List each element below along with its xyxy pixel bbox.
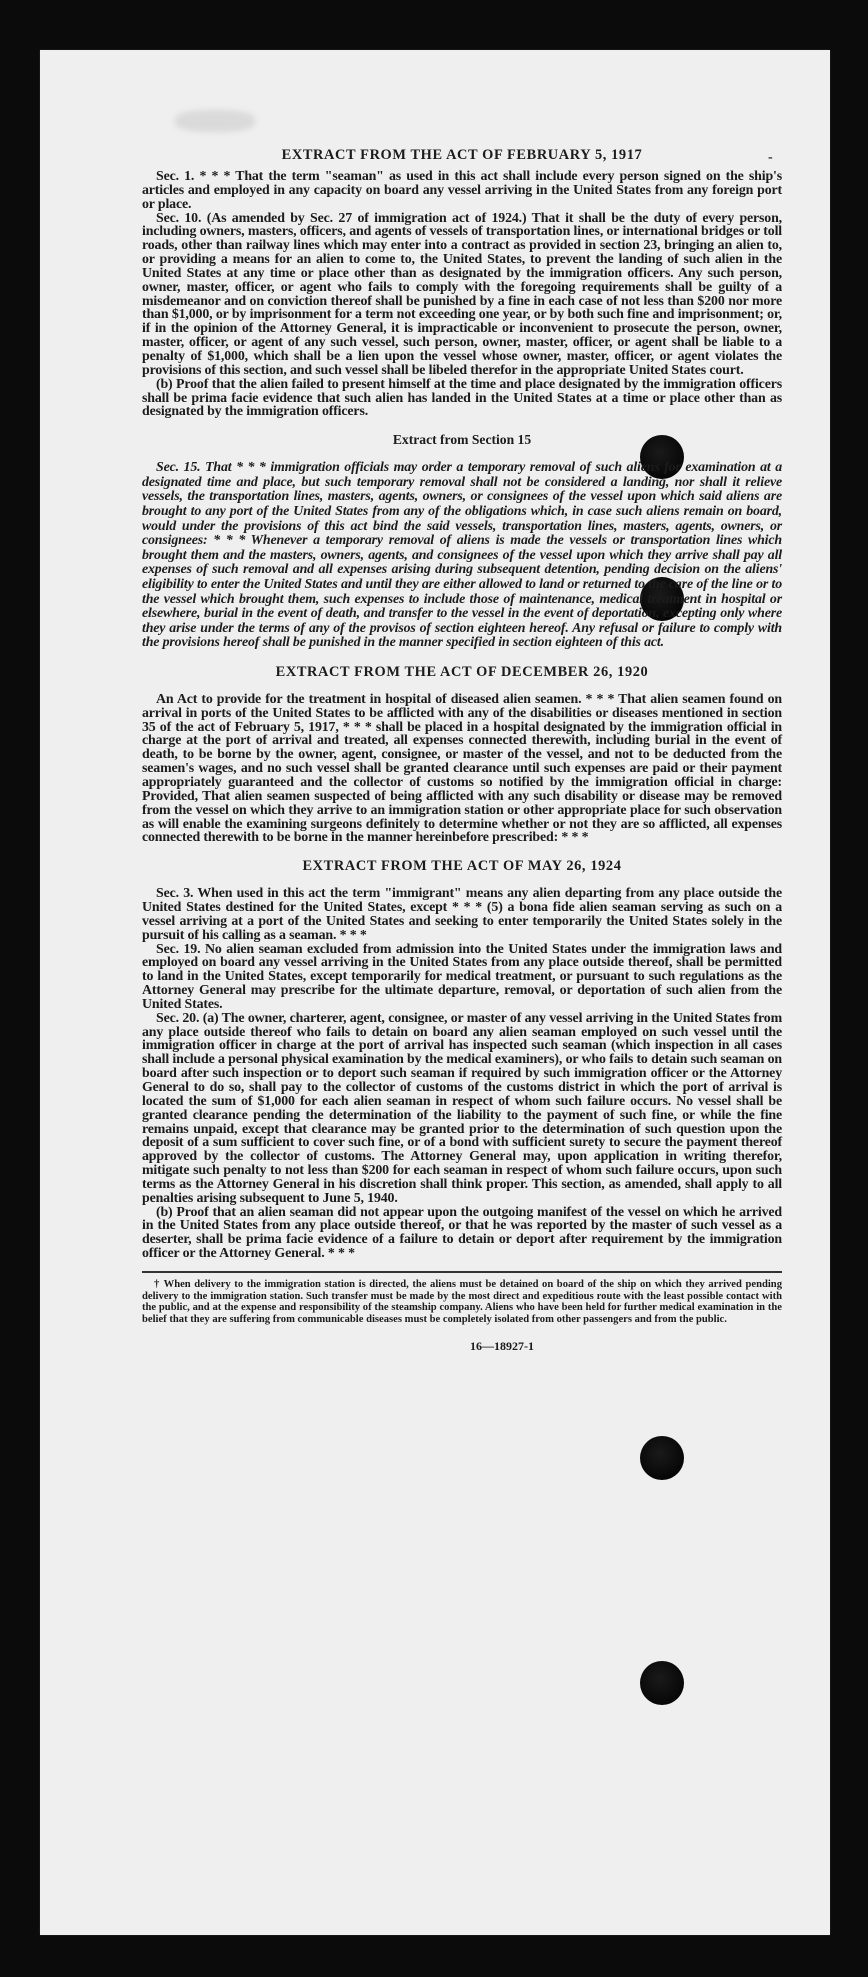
paragraph-act-1920: An Act to provide for the treatment in hospital of diseased alien seamen. * * * That alien seamen found on arrival in ports of the United States to be afflicted with any of the disabilities or diseases mentioned in section 35 of the act of February 5, 1917, * * * shall be placed in a hospital designated by the immigration official in charge at the port of arrival and treated, all expenses connected therewith, including burial in the event of death, to be borne by the owner, agent, consignee, or master of the vessel, and not to be deducted from the seamen's wages, and no such vessel shall be granted clearance until such expenses are paid or their payment appropriately guaranteed and the collector of customs so notified by the immigration official in charge: Provided, That alien seamen suspected of being afflicted with any such disability or disease may be removed from the vessel on which they arrive to an immigration station or other appropriate place for such observation as will enable the examining surgeons definitely to determine whether or not they are so afflicted, all expenses connected therewith to be borne in the manner hereinbefore prescribed: * * * <box>142 691 782 846</box>
heading-act-may-1924: EXTRACT FROM THE ACT OF MAY 26, 1924 <box>302 858 622 875</box>
document-page <box>40 50 830 1935</box>
paragraph-sec-19: Sec. 19. No alien seaman excluded from admission into the United States under the immigration laws and employed on board any vessel arriving in the United States from any place outside thereof, shall be permitted to land in the United States, except temporarily for medical treatment, or pursuant to such regulations as the Attorney General may prescribe for the ultimate departure, removal, or deportation of such alien from the United States. <box>142 941 782 1012</box>
form-number: 16—18927-1 <box>470 1339 534 1354</box>
punch-hole-3 <box>640 1436 684 1480</box>
heading-act-feb-1917: EXTRACT FROM THE ACT OF FEBRUARY 5, 1917 <box>281 147 643 163</box>
paragraph-sec-3: Sec. 3. When used in this act the term "immigrant" means any alien departing from any place outside the United States destined for the United States, except * * * (5) a bona fide alien seaman serving as such on a vessel arriving at a port of the United States and seeking to enter temporarily the United States solely in the pursuit of his calling as a seaman. * * * <box>142 886 782 943</box>
paragraph-sec-20-b: (b) Proof that an alien seaman did not appear upon the outgoing manifest of the vessel on which he arrived in the United States from any place outside thereof, or that he was reported by the master of such vessel as a deserter, shall be prima facie evidence of a failure to detain or deport after requirement by the immigration officer or the Attorney General. * * * <box>142 1204 782 1262</box>
document-body <box>142 146 782 1354</box>
paragraph-sec-10-b: (b) Proof that the alien failed to present himself at the time and place designated by the immigration officers shall be prima facie evidence that such alien has landed in the United States at a time or place other than as designated by the immigration officers. <box>142 376 782 420</box>
corner-dash-mark: - <box>768 150 773 165</box>
paragraph-sec-1: Sec. 1. * * * That the term "seaman" as used in this act shall include every person signed on the ship's articles and employed in any capacity on board any vessel arriving in the United States from any foreign port or place. <box>142 169 782 212</box>
heading-act-dec-1920: EXTRACT FROM THE ACT OF DECEMBER 26, 1920 <box>275 663 649 680</box>
punch-hole-4 <box>640 1661 684 1705</box>
subheading-section-15: Extract from Section 15 <box>392 432 532 448</box>
footnote-divider <box>142 1271 782 1273</box>
paragraph-sec-10: Sec. 10. (As amended by Sec. 27 of immigration act of 1924.) That it shall be the duty of every person, including owners, masters, officers, and agents of vessels of transportation lines, or international bridges or toll roads, other than railway lines which may enter into a contract as provided in section 23, bringing an alien to, or providing a means for an alien to come to, the United States, to prevent the landing of such alien in the United States at any time or place other than as designated by the immigration officers. Any such person, owner, master, officer, or agent who fails to comply with the foregoing requirements shall be guilty of a misdemeanor and on conviction thereof shall be punished by a fine in each case of not less than $200 nor more than $1,000, or by imprisonment for a term not exceeding one year, or by both such fine and imprisonment; or, if in the opinion of the Attorney General, it is impracticable or inconvenient to prosecute the person, owner, master, officer, or agent of any such vessel, such person, owner, master, officer, or agent shall be liable to a penalty of $1,000, which shall be a lien upon the vessel whose owner, master, officer, or agent violates the provisions of this section, and such vessel shall be libeled therefor in the appropriate United States court. <box>142 210 782 378</box>
paragraph-sec-20-a: Sec. 20. (a) The owner, charterer, agent, consignee, or master of any vessel arriving in the United States from any place outside thereof who fails to detain on board any alien seaman employed on such vessel until the immigration officer in charge at the port of arrival has inspected such seaman (which inspection in all cases shall include a personal physical examination by the medical examiners), or who fails to detain such seaman on board after such inspection or to deport such seaman if required by such immigration officer or the Attorney General to do so, shall pay to the collector of customs of the customs district in which the port of arrival is located the sum of $1,000 for each alien seaman in respect of whom such failure occurs. No vessel shall be granted clearance pending the determination of the liability to the payment of such fine, or while the fine remains unpaid, except that clearance may be granted prior to the determination of such question upon the deposit of a sum sufficient to cover such fine, or of a bond with sufficient surety to secure the payment thereof approved by the collector of customs. The Attorney General may, upon application in writing therefor, mitigate such penalty to not less than $200 for each seaman in respect of whom such failure occurs, upon such terms as the Attorney General in his discretion shall think proper. This section, as amended, shall apply to all penalties arising subsequent to June 5, 1940. <box>142 1010 782 1206</box>
footnote: † When delivery to the immigration station is directed, the aliens must be detained on board of the ship on which they arrived pending delivery to the immigration station. Such transfer must be made by the most direct and expeditious route with the least possible contact with the public, and at the expense and responsibility of the steamship company. Aliens who have been held for further medical examination in the belief that they are suffering from communicable diseases must be completely isolated from other passengers and from the public. <box>142 1278 782 1325</box>
paragraph-sec-15: Sec. 15. That * * * immigration officials may order a temporary removal of such aliens for examination at a designated time and place, but such temporary removal shall not be considered a landing, nor shall it relieve vessels, the transportation lines, masters, agents, owners, or consignees of the vessel upon which said aliens are brought to any port of the United States from any of the obligations which, in case such aliens remain on board, would under the provisions of this act bind the said vessels, transportation lines, masters, agents, owners, or consignees: * * * Whenever a temporary removal of aliens is made the vessels or transportation lines which brought them and the masters, owners, agents, and consignees of the vessel upon which they arrive shall pay all expenses of such removal and all expenses arising during subsequent detention, pending decision on the aliens' eligibility to enter the United States and until they are either allowed to land or returned to the care of the line or to the vessel which brought them, such expenses to include those of maintenance, medical treatment in hospital or elsewhere, burial in the event of death, and transfer to the vessel in the event of deportation, excepting only where they arise under the terms of any of the provisos of section eighteen hereof. Any refusal or failure to comply with the provisions hereof shall be punished in the manner specified in section eighteen of this act. <box>142 460 782 651</box>
smudge-mark <box>175 110 255 132</box>
